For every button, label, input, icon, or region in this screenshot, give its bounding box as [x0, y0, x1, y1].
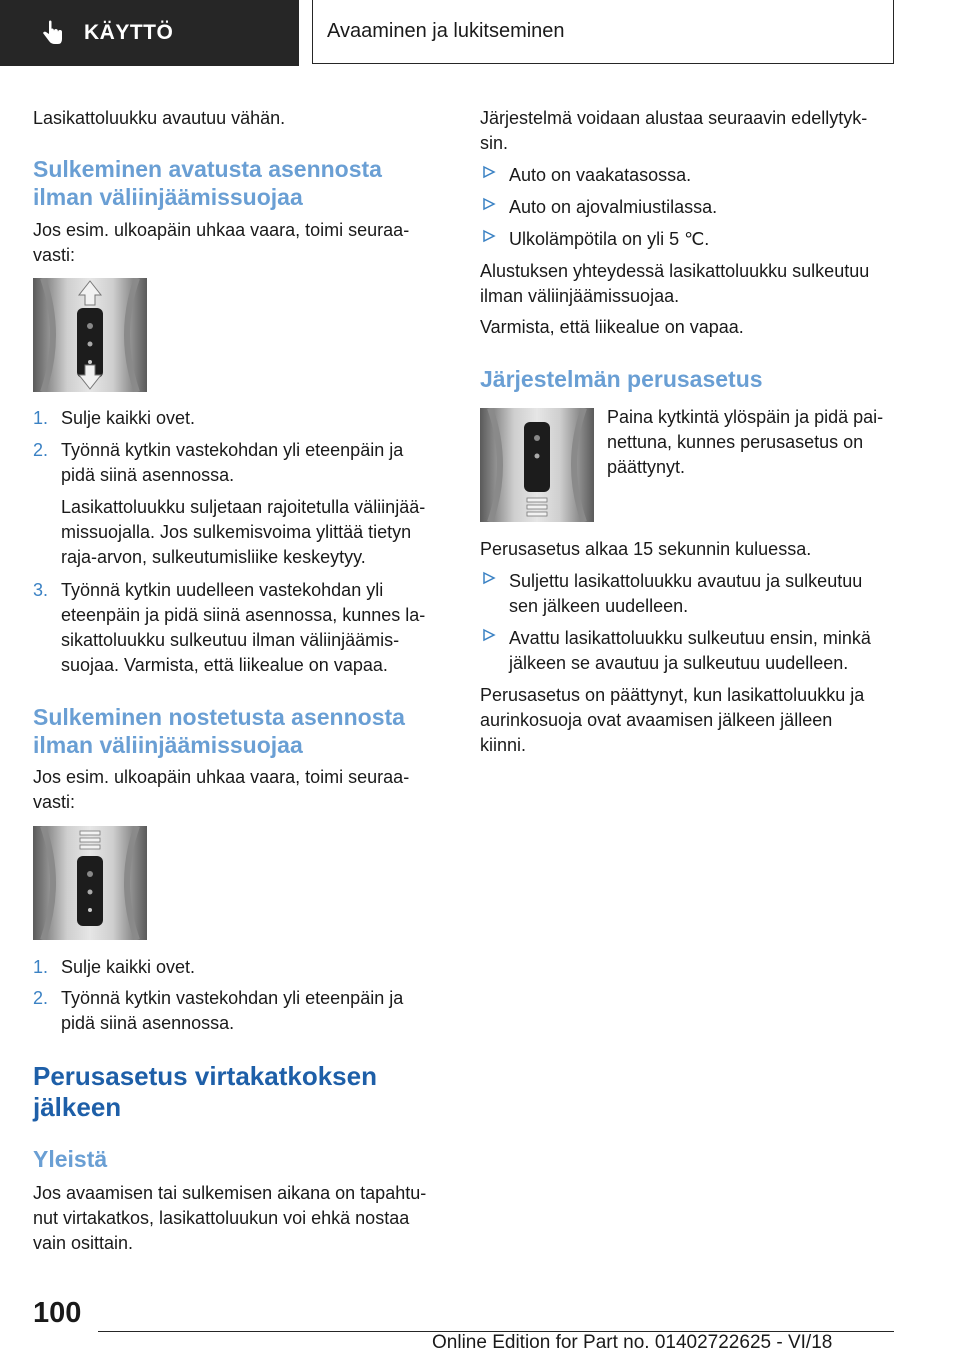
basic-instr-line: Paina kytkintä ylöspäin ja pidä pai-: [607, 407, 884, 427]
step-line: Työnnä kytkin vastekohdan yli eteenpäin ja: [61, 440, 404, 460]
danger-1-line1: Jos esim. ulkoapäin uhkaa vaara, toimi seuraa-: [33, 220, 410, 240]
roof-switch-illustration: [480, 408, 594, 522]
step-text: [61, 986, 448, 1036]
triangle-bullet-icon: [482, 628, 496, 642]
step-line: eteenpäin ja pidä siinä asennossa, kunnes la-: [61, 605, 426, 625]
init-result: [480, 259, 869, 309]
step-number: 1.: [33, 957, 49, 977]
pointing-hand-icon: [40, 20, 66, 46]
section-tab-label: KÄYTTÖ: [84, 21, 174, 44]
danger-instruction-2: [33, 765, 409, 815]
outcome-text: [509, 626, 900, 676]
step-line: pidä siinä asennossa.: [61, 1013, 235, 1033]
finish-text: [480, 683, 864, 758]
step-b2: [33, 986, 448, 1036]
init-intro-line: sin.: [480, 133, 509, 153]
init-intro: [480, 106, 867, 156]
step-a3: [33, 578, 448, 678]
roof-switch-photo-1: [33, 278, 147, 392]
condition-item: [480, 163, 900, 188]
page-header: [0, 0, 960, 66]
step-a2: [33, 438, 448, 488]
chapter-tab-label: Avaaminen ja lukitseminen: [327, 20, 565, 42]
step-text: Sulje kaikki ovet.: [61, 408, 196, 428]
init-result-line: Alustuksen yhteydessä lasikattoluukku sulkeutuu: [480, 261, 870, 281]
heading-close-tilt-line2: ilman väliinjäämissuojaa: [33, 184, 303, 210]
step-b1: [33, 955, 448, 980]
condition-item: [480, 195, 900, 220]
heading-basic-setting: Järjestelmän perusasetus: [480, 366, 763, 392]
roof-switch-photo-2: [33, 826, 147, 940]
step-line: Työnnä kytkin vastekohdan yli eteenpäin ja: [61, 988, 404, 1008]
heading-close-tilt-line1: Sulkeminen avatusta asennosta: [33, 156, 382, 182]
finish-line: Perusasetus on päättynyt, kun lasikattoluukku ja: [480, 685, 865, 705]
danger-2-line1: Jos esim. ulkoapäin uhkaa vaara, toimi seuraa-: [33, 767, 410, 787]
intro-text: Lasikattoluukku avautuu vähän.: [33, 108, 286, 128]
outcome-line: sen jälkeen uudelleen.: [509, 596, 689, 616]
danger-instruction-1: [33, 218, 409, 268]
note-line: raja-arvon, sulkeutumisliike keskeytyy.: [61, 547, 366, 567]
step-a2-note: [33, 495, 448, 570]
heading-general: Yleistä: [33, 1146, 108, 1172]
step-number: 1.: [33, 408, 49, 428]
outcome-item: [480, 626, 900, 676]
heading-close-tilt: [33, 155, 382, 211]
outcome-item: [480, 569, 900, 619]
condition-text: Ulkolämpötila on yli 5 ℃.: [509, 229, 710, 249]
finish-line: kiinni.: [480, 735, 527, 755]
step-note: [61, 495, 448, 570]
start-text: Perusasetus alkaa 15 sekunnin kuluessa.: [480, 539, 812, 559]
triangle-bullet-icon: [482, 229, 496, 243]
general-text: [33, 1181, 426, 1256]
step-line: Työnnä kytkin uudelleen vastekohdan yli: [61, 580, 384, 600]
step-line: suojaa. Varmista, että liikealue on vapaa.: [61, 655, 388, 675]
step-text: [61, 438, 448, 488]
page-number: 100: [33, 1297, 82, 1329]
step-number: 3.: [33, 580, 49, 600]
note-line: missuojalla. Jos sulkemisvoima ylittää tietyn: [61, 522, 412, 542]
init-intro-line: Järjestelmä voidaan alustaa seuraavin edellytyk-: [480, 108, 868, 128]
footer-edition: Online Edition for Part no. 01402722625 - VI/18: [432, 1332, 833, 1353]
finish-line: aurinkosuoja ovat avaamisen jälkeen jälleen: [480, 710, 833, 730]
general-line: nut virtakatkos, lasikattoluukun voi ehkä nostaa: [33, 1208, 410, 1228]
outcome-line: Avattu lasikattoluukku sulkeutuu ensin, minkä: [509, 628, 871, 648]
heading-close-raise-line1: Sulkeminen nostetusta asennosta: [33, 704, 405, 730]
step-text: [61, 578, 448, 678]
step-text: Sulje kaikki ovet.: [61, 957, 196, 977]
roof-switch-illustration: [33, 826, 147, 940]
init-result-line: ilman väliinjäämissuojaa.: [480, 286, 680, 306]
step-line: pidä siinä asennossa.: [61, 465, 235, 485]
chapter-tab[interactable]: [312, 0, 894, 64]
step-number: 2.: [33, 988, 49, 1008]
outcome-line: jälkeen se avautuu ja sulkeutuu uudelleen.: [509, 653, 849, 673]
outcome-line: Suljettu lasikattoluukku avautuu ja sulkeutuu: [509, 571, 863, 591]
condition-text: Auto on vaakatasossa.: [509, 165, 692, 185]
basic-instruction: [607, 405, 900, 480]
triangle-bullet-icon: [482, 197, 496, 211]
heading-main-line1: Perusasetus virtakatkoksen: [33, 1061, 377, 1091]
roof-switch-photo-3: [480, 408, 594, 522]
danger-2-line2: vasti:: [33, 792, 76, 812]
condition-item: [480, 227, 900, 252]
note-line: Lasikattoluukku suljetaan rajoitetulla väliinjää-: [61, 497, 426, 517]
general-line: vain osittain.: [33, 1233, 134, 1253]
heading-basic-setting-power-cut: [33, 1061, 377, 1123]
triangle-bullet-icon: [482, 571, 496, 585]
basic-instr-line: nettuna, kunnes perusasetus on: [607, 432, 864, 452]
heading-main-line2: jälkeen: [33, 1092, 122, 1122]
roof-switch-illustration: [33, 278, 147, 392]
check-area-text: Varmista, että liikealue on vapaa.: [480, 317, 744, 337]
basic-instr-line: päättynyt.: [607, 457, 686, 477]
heading-close-raise-line2: ilman väliinjäämissuojaa: [33, 732, 303, 758]
general-line: Jos avaamisen tai sulkemisen aikana on tapahtu-: [33, 1183, 427, 1203]
step-line: sikattoluukku sulkeutuu ilman väliinjäämis-: [61, 630, 400, 650]
heading-close-raise: [33, 703, 405, 759]
condition-text: Auto on ajovalmiustilassa.: [509, 197, 718, 217]
danger-1-line2: vasti:: [33, 245, 76, 265]
step-a1: [33, 406, 448, 431]
step-number: 2.: [33, 440, 49, 460]
outcome-text: [509, 569, 900, 619]
section-tab[interactable]: [0, 0, 299, 66]
triangle-bullet-icon: [482, 165, 496, 179]
